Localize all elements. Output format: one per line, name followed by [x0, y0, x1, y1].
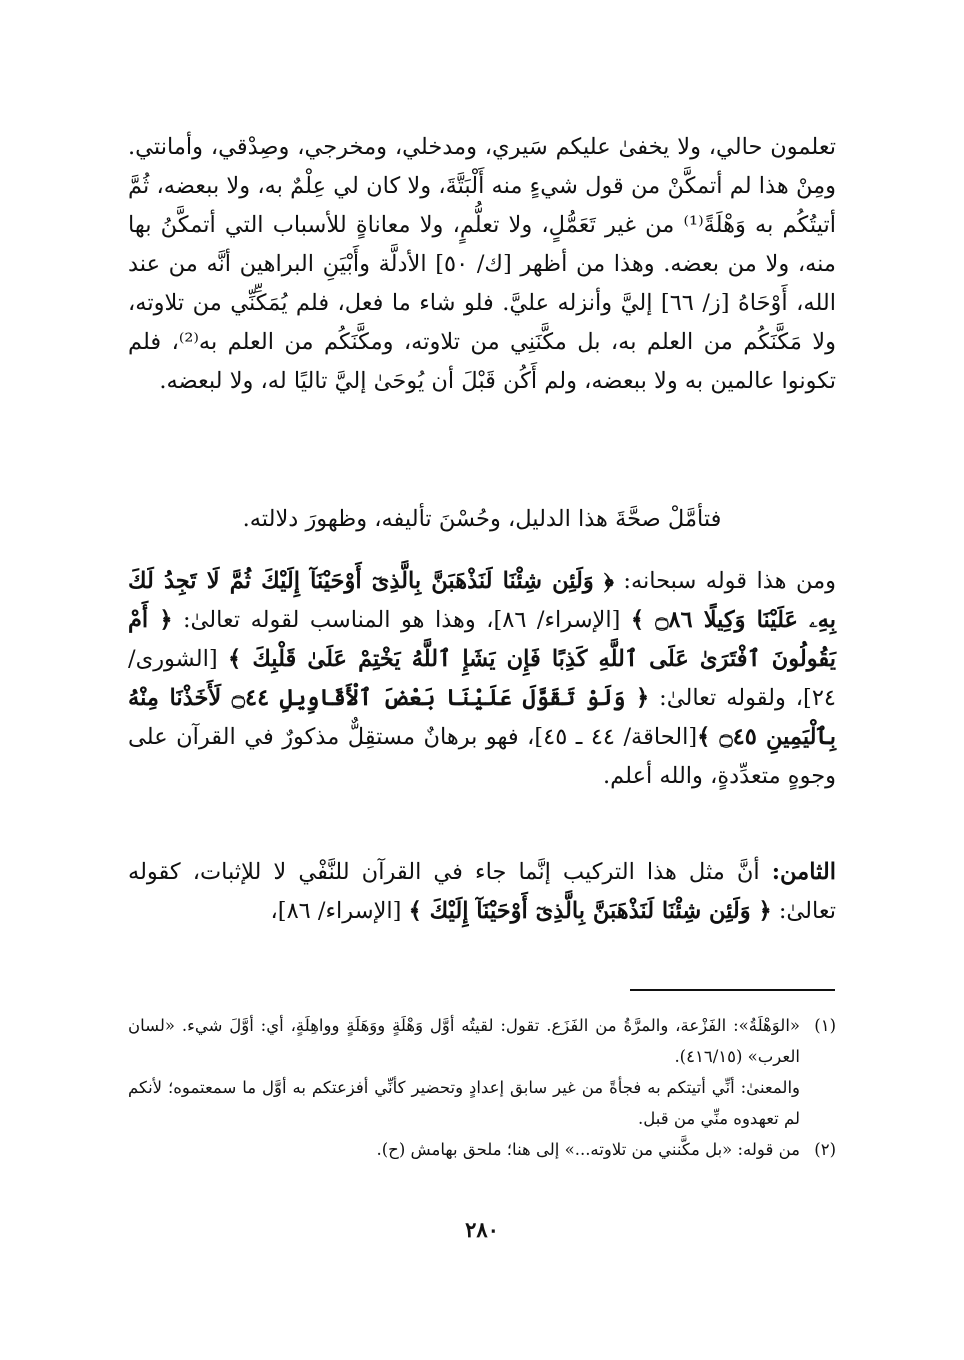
footnote-1-number: (١) [814, 1016, 836, 1035]
footnote-2-number: (٢) [814, 1140, 836, 1159]
footnote-1-text: «الوَهْلَةُ»: الفَزْعة، والمرَّةُ من الفَزَع. تقول: لقيتُه أوَّل وَهْلَةٍ ووَهَلَةٍ وواهِلَةٍ، أي: أوَّلَ شيء. «لسان العرب» (٤١٦/١٥). [128, 1016, 800, 1066]
paragraph-4-text-a: أنَّ مثل هذا التركيب إنَّما جاء في القرآن للنَّفْي لا للإثبات، كقوله تعالىٰ: [128, 859, 836, 924]
quran-verse-haqqa-44-45: ﴿ وَلَوْ تَقَوَّلَ عَلَيْنَا بَعْضَ ٱلْأَقَاوِيلِ ۝٤٤ لَأَخَذْنَا مِنْهُ بِٱلْيَمِينِ ۝٤٥ ﴾ [128, 685, 836, 750]
footnote-2 [128, 1134, 836, 1165]
footnote-2-text: من قوله: «بل مكَّنني من تلاوته...» إلى هنا؛ ملحق بهامش (ح). [376, 1140, 800, 1159]
footnotes [128, 1010, 836, 1165]
paragraph-3-text-a: ومن هذا قوله سبحانه: [613, 568, 836, 594]
quran-verse-isra-86-repeat: ﴿ وَلَئِن شِئْنَا لَنَذْهَبَنَّ بِالَّذِىٓ أَوْحَيْنَآ إِلَيْكَ ﴾ [408, 898, 772, 924]
paragraph-4 [128, 853, 836, 931]
footnote-1-continuation: والمعنىٰ: أنِّي أتيتكم به فجأةً من غير سابق إعدادٍ وتحضير كأنِّي أفزعتكم به أوَّل ما سمعتموه؛ لأنكم لم تعهدوه منِّي من قبل. [128, 1078, 800, 1128]
paragraph-2: فتأمَّلْ صحَّةَ هذا الدليل، وحُسْنَ تأليفه، وظهورَ دلالته. [242, 506, 722, 532]
paragraph-3-text-d: [الحاقة/ ٤٤ ـ ٤٥]، فهو برهانٌ مستقِلٌّ مذكورٌ في القرآن على وجوهٍ متعدِّدةٍ، والله أعلم. [128, 724, 836, 789]
page-number: ٢٨٠ [465, 1217, 499, 1242]
paragraph-4-text-b: [الإسراء/ ٨٦]، [270, 898, 409, 924]
paragraph-4-lead: الثامن: [771, 859, 836, 885]
quran-verse-shura-24: ﴿ أَمْ يَقُولُونَ ٱفْتَرَىٰ عَلَى ٱللَّهِ كَذِبًا فَإِن يَشَإِ ٱللَّهُ يَخْتِمْ عَلَىٰ قَلْبِكَ ﴾ [128, 607, 836, 672]
page-body [128, 128, 836, 931]
paragraph-1: تعلمون حالي، ولا يخفىٰ عليكم سَيري، ومدخلي، ومخرجي، وصِدْقي، وأمانتي. ومِنْ هذا لم أتمكَّنْ من قول شيءٍ منه أَلْبَتَّةَ، ولا كان لي عِلْمٌ به، ولا ببعضه، ثُمَّ أتيتُكُم به وَهْلَةً⁽¹⁾ من غير تَعَمُّلٍ، ولا تعلُّمٍ، ولا معاناةٍ للأسباب التي أتمكَّنُ بها منه، ولا من بعضه. وهذا من أظهر [ك/ ٥٠] الأدلَّة وأَبْيَنِ البراهين أنَّه من عند الله، أَوْحَاهُ [ز/ ٦٦] إليَّ وأنزله عليَّ. فلو شاء ما فعل، فلم يُمَكِّنِّي من تلاوته، ولا مَكَّنَكُم من العلم به، بل مكَّنَنِي من تلاوته، ومكَّنَكُم من العلم به⁽²⁾، فلم تكونوا عالمين به ولا ببعضه، ولم أَكُن قَبْلَ أن يُوحَىٰ إليَّ تاليًا له، ولا لبعضه. [128, 134, 837, 394]
paragraph-3-text-c: [الشورى/ ٢٤]، ولقوله تعالىٰ: [128, 646, 836, 711]
footnote-1 [128, 1010, 836, 1072]
paragraph-3-text-b: [الإسراء/ ٨٦]، وهذا هو المناسب لقوله تعالىٰ: [172, 607, 631, 633]
footnote-divider [630, 989, 835, 991]
quran-verse-isra-86: ﴿ وَلَئِن شِئْنَا لَنَذْهَبَنَّ بِالَّذِىٓ أَوْحَيْنَآ إِلَيْكَ ثُمَّ لَا تَجِدُ لَكَ بِهِۦ عَلَيْنَا وَكِيلًا ۝٨٦ ﴾ [128, 568, 836, 633]
paragraph-3 [128, 562, 836, 832]
